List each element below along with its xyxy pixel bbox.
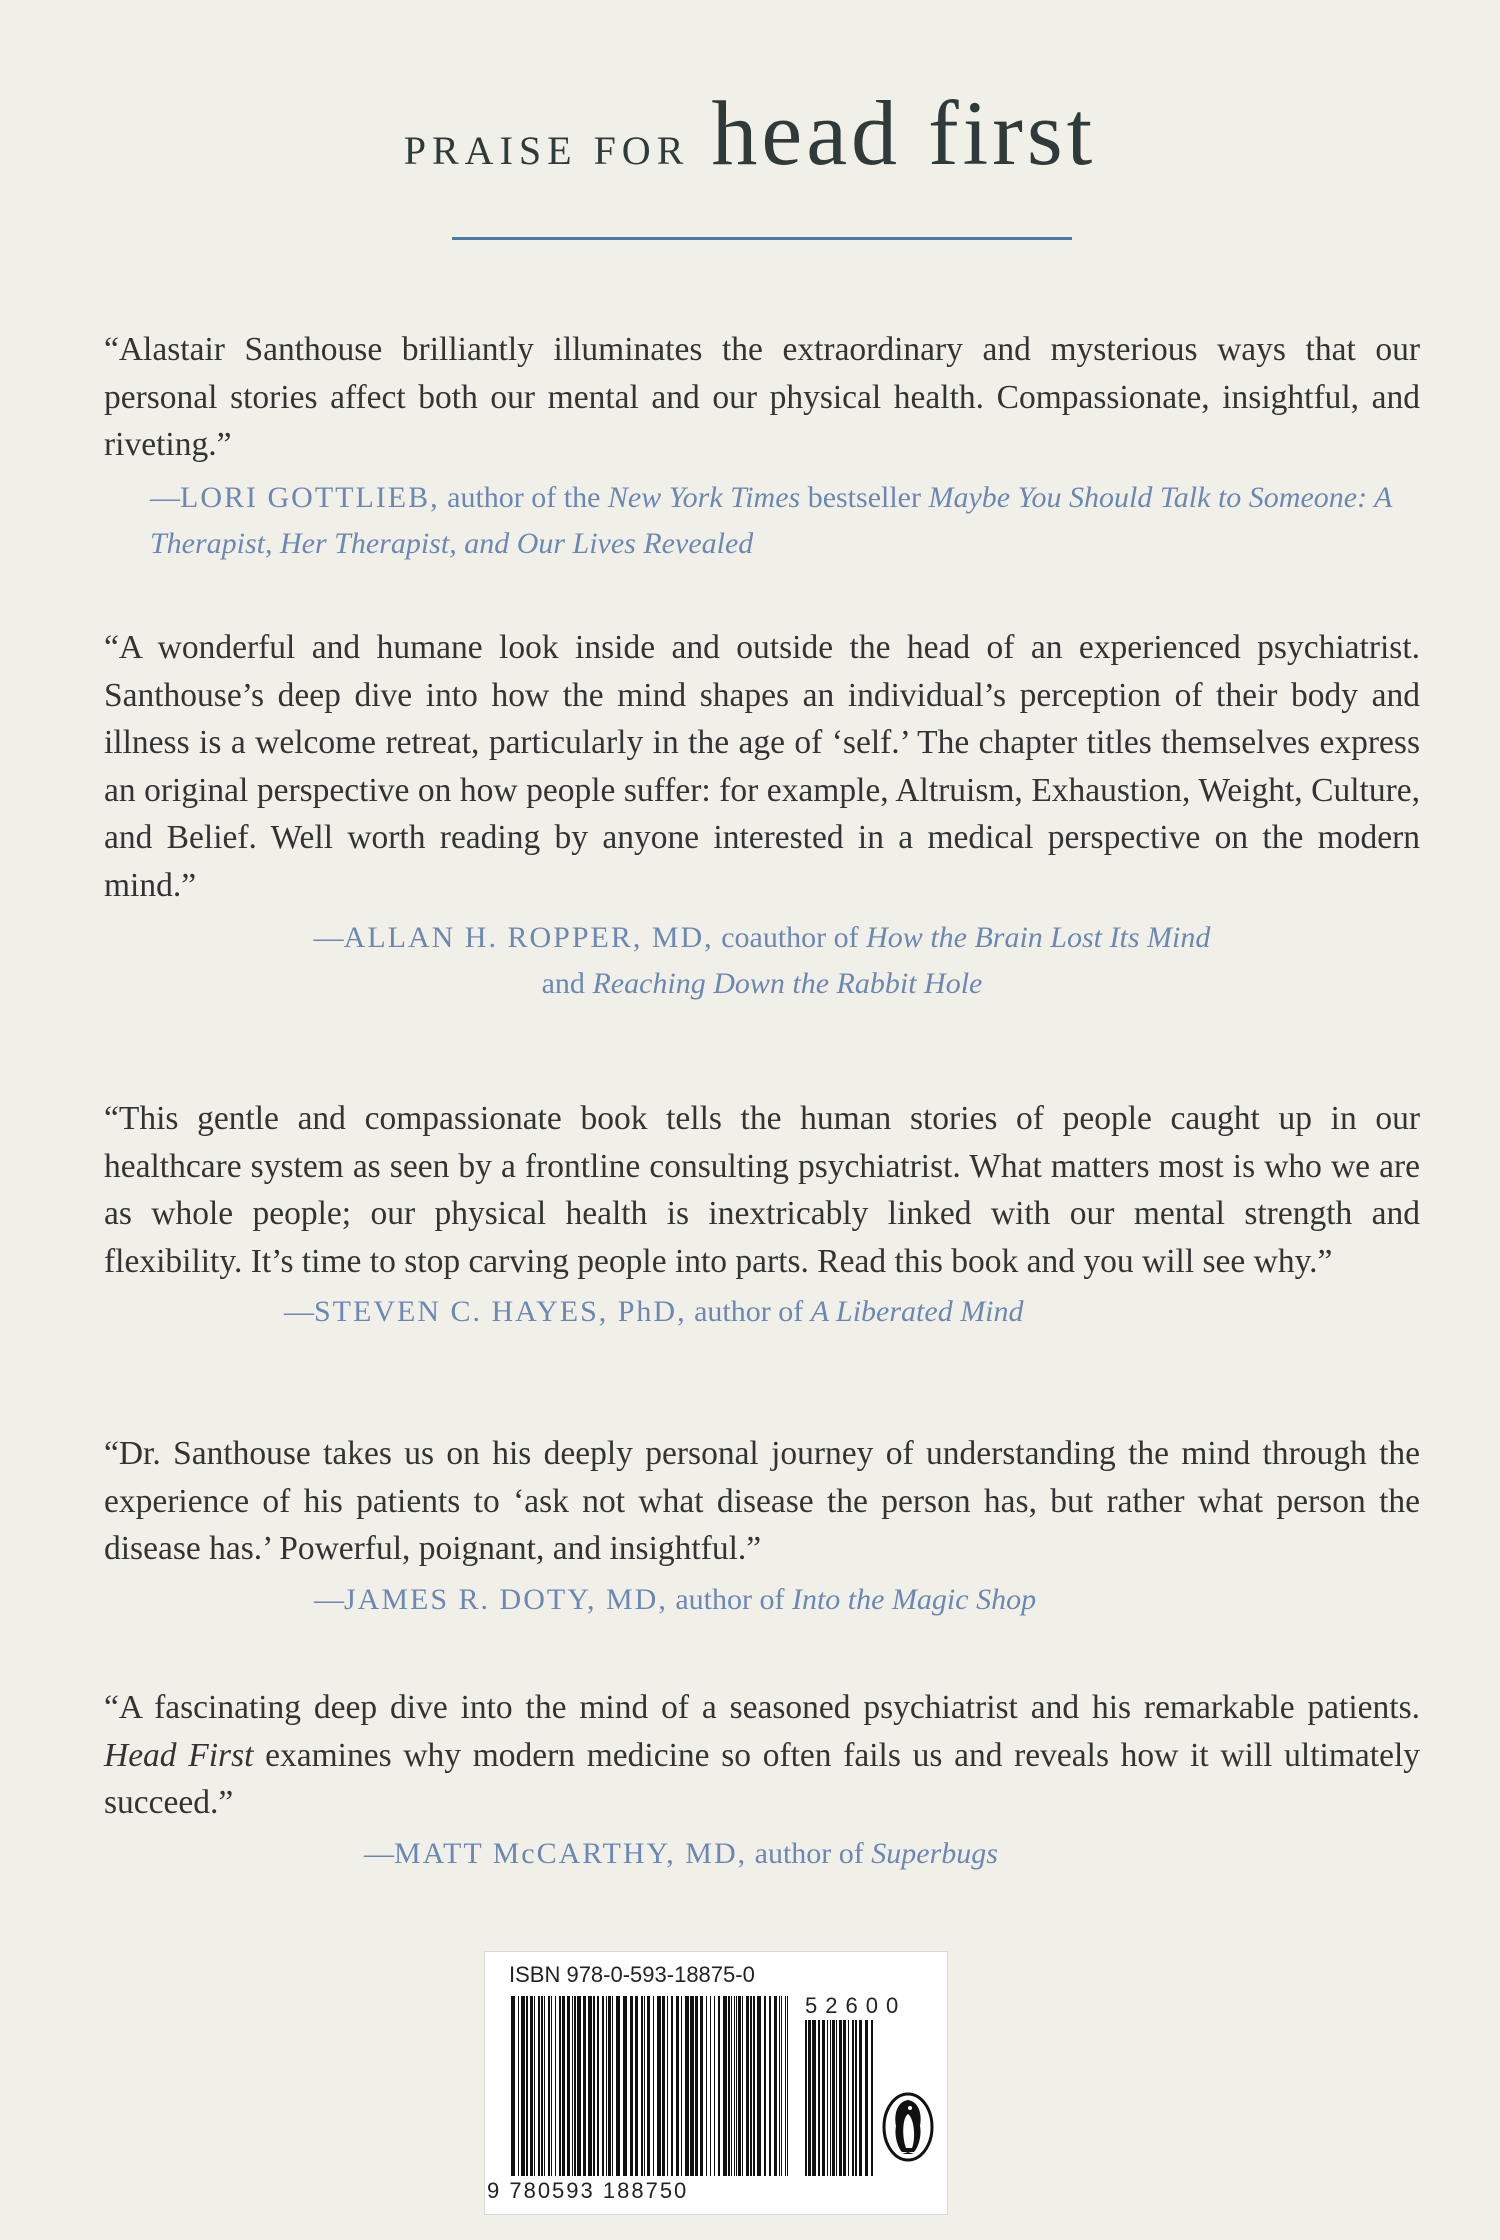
barcode-bar [671,1996,673,2176]
blurb-quote [104,1684,1420,1827]
attribution-role: author of [675,1582,785,1616]
barcode-bar [685,1996,689,2176]
barcode-bar [534,1996,535,2176]
attribution-book: Into the Magic Shop [791,1582,1037,1616]
barcode-bar [710,1996,711,2176]
attribution-book: Superbugs [871,1836,998,1870]
barcode-bar [657,1996,661,2176]
barcode-bar [548,1996,550,2176]
price-code: 52600 [805,1993,907,2018]
barcode-bar [597,1996,599,2176]
attribution-book: Maybe You Should Talk to Someone: A Therapist, Her Therapist, and Our Lives Revealed [150,480,1392,560]
barcode-bar [757,1996,761,2176]
blurb-attribution [104,1577,1420,1623]
attribution-book: Reaching Down the Rabbit Hole [592,967,983,1000]
quote-book-title: Head First [104,1736,254,1774]
barcode-bar [855,2020,857,2176]
barcode-bar [827,2020,828,2176]
attribution-book: How the Brain Lost Its Mind [866,921,1211,954]
barcode-bar [606,1996,607,2176]
barcode-bar [750,1996,752,2176]
barcode-bar [736,1996,737,2176]
barcode-bar [706,1996,707,2176]
attribution-mid: bestseller [807,480,921,514]
barcode-bar [538,1996,540,2176]
barcode-bar [779,1996,780,2176]
barcode-bar [612,1996,613,2176]
attribution-dash: — [364,1836,394,1870]
barcode-bar [781,1996,782,2176]
isbn-number: ISBN 978-0-593-18875-0 [509,1962,755,1987]
barcode-label [484,1951,948,2215]
barcode-bar [567,1996,570,2176]
barcode-bar [551,1996,552,2176]
barcode-bar [583,1996,586,2176]
header-divider [452,237,1072,240]
barcode-bar [541,1996,543,2176]
barcode-bar [785,1996,786,2176]
barcode-bar [518,1996,519,2176]
barcode-bar [865,2020,868,2176]
blurb-ropper [104,624,1420,1007]
attribution-name: LORI GOTTLIEB, [180,480,440,514]
attribution-dash: — [313,921,344,954]
blurb-hayes [104,1095,1420,1335]
attribution-dash: — [150,480,180,514]
barcode-bar [787,1996,788,2176]
blurb-doty [104,1430,1420,1623]
barcode-bar [644,1996,645,2176]
barcode-bar [832,2020,835,2176]
barcode-bar [695,1996,698,2176]
barcode-bar [608,1996,611,2176]
barcode-bar [728,1996,730,2176]
quote-text: “A fascinating deep dive into the mind of a seasoned psychiatrist and his remarkable patients. [104,1689,1420,1726]
barcode-bar [812,2020,816,2176]
barcode-bar [602,1996,604,2176]
barcode-bar [681,1996,682,2176]
attribution-role: coauthor of [721,921,859,954]
barcode-bar [623,1996,627,2176]
barcode-bar [723,1996,727,2176]
barcode-bar [836,2020,837,2176]
barcode-bar [521,1996,525,2176]
barcode-bar [662,1996,665,2176]
attribution-mid: and [541,967,585,1000]
barcode-bar [718,1996,720,2176]
praise-for-label: PRAISE FOR [403,128,690,173]
praise-heading [0,80,1500,186]
blurb-quote: “Alastair Santhouse brilliantly illuminates the extraordinary and mysterious ways that our personal stories affect both our mental and our physical health. Compassionate, insightful, and riveting.” [104,331,1420,463]
barcode-bar [555,1996,556,2176]
blurb-attribution [104,1831,1420,1877]
barcode-bar [714,1996,715,2176]
barcode-bar [588,1996,592,2176]
attribution-name: JAMES R. DOTY, MD, [344,1582,668,1616]
barcode-bar [852,2020,854,2176]
barcode-bar [653,1996,654,2176]
blurb-attribution [104,1289,1420,1335]
blurb-quote: “Dr. Santhouse takes us on his deeply personal journey of understanding the mind through the experience of his patients to ‘ask not what disease the person has, but rather what person the disease has.’ Powerful, poignant, and insightful.” [104,1435,1420,1567]
barcode-bar [562,1996,565,2176]
barcode-bar [572,1996,573,2176]
book-title: head first [711,82,1097,184]
barcode-bar [690,1996,694,2176]
barcode-bar [676,1996,679,2176]
barcode-bar [577,1996,581,2176]
barcode-bar [830,2020,831,2176]
attribution-name: STEVEN C. HAYES, PhD, [314,1295,687,1328]
barcode-bar [843,2020,846,2176]
blurb-attribution [104,915,1420,1007]
attribution-role: author of [754,1836,864,1870]
barcode-bar [635,1996,638,2176]
barcode-bar [647,1996,650,2176]
barcode-bar [738,1996,741,2176]
blurb-quote: “A wonderful and humane look inside and outside the head of an experienced psychiatrist. Santhouse’s deep dive into how the mind shapes an individual’s perception of their body and illness is a welcome retreat, particularly in the age of ‘self.’ The chapter titles themselves express an original perspective on how people suffer: for example, Altruism, Exhaustion, Weight, Culture, and Belief. Well worth reading by anyone interested in a medical perspective on the modern mind.” [104,629,1420,904]
barcode-bar [667,1996,668,2176]
attribution-publication: New York Times [607,480,801,514]
barcode-bar [764,1996,766,2176]
barcode-bar [808,2020,811,2176]
blurb-quote: “This gentle and compassionate book tells the human stories of people caught up in our healthcare system as seen by a frontline consulting psychiatrist. What matters most is who we are as whole people; our physical health is inextricably linked with our mental strength and flexibility. It’s time to stop carving people into parts. Read this book and you will see why.” [104,1100,1420,1280]
barcode-bar [822,2020,825,2176]
barcode-bar [746,1996,749,2176]
barcode-bar [774,1996,777,2176]
barcode-bar [859,2020,862,2176]
barcode-bar [559,1996,561,2176]
barcode-bar [544,1996,545,2176]
attribution-dash: — [314,1582,344,1616]
barcode-bar [753,1996,755,2176]
attribution-book: A Liberated Mind [810,1295,1024,1328]
barcode-bar [526,1996,528,2176]
quote-text: examines why modern medicine so often fails us and reveals how it will ultimately succeed.” [104,1736,1421,1821]
blurb-attribution [104,475,1420,567]
attribution-name: ALLAN H. ROPPER, MD, [343,921,714,954]
barcode-bar [511,1996,515,2176]
penguin-logo-icon [882,2092,934,2162]
barcode-bar [630,1996,633,2176]
barcode-bar [839,2020,842,2176]
barcode-bar [871,2020,873,2176]
barcode-bar [616,1996,620,2176]
barcode-bar [574,1996,576,2176]
barcode-bar [530,1996,533,2176]
barcode-bar [731,1996,732,2176]
attribution-dash: — [284,1295,314,1328]
price-barcode [805,2020,875,2178]
attribution-role: author of [694,1295,804,1328]
ean-digits: 9 780593 188750 [487,2178,689,2203]
blurb-gottlieb [104,326,1420,567]
ean-barcode [511,1996,791,2178]
barcode-bar [734,1996,735,2176]
attribution-role: author of the [447,480,601,514]
attribution-name: MATT McCARTHY, MD, [394,1836,748,1870]
barcode-bar [818,2020,820,2176]
barcode-bar [700,1996,703,2176]
barcode-bar [593,1996,595,2176]
barcode-bar [641,1996,643,2176]
barcode-bar [805,2020,807,2176]
barcode-bar [848,2020,849,2176]
barcode-bar [769,1996,771,2176]
barcode-bar [742,1996,743,2176]
blurb-mccarthy [104,1684,1420,1877]
